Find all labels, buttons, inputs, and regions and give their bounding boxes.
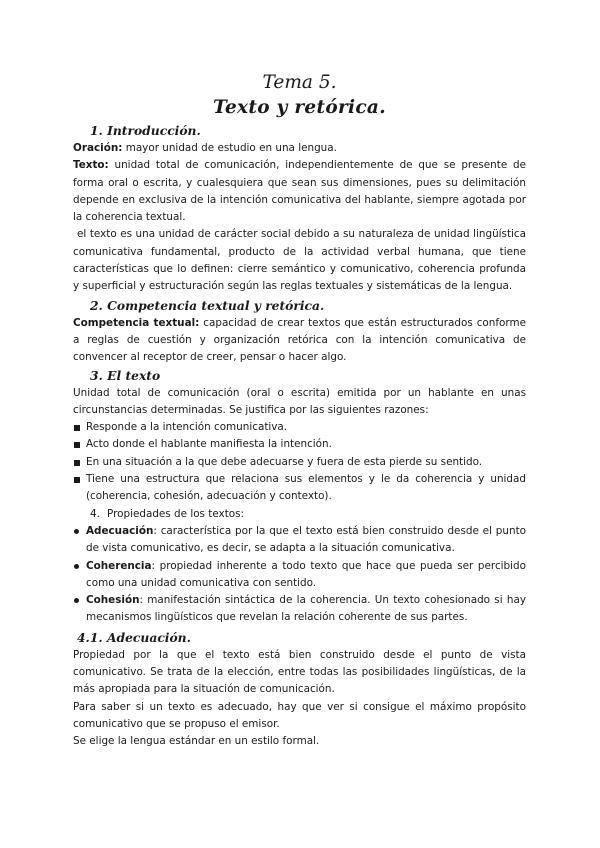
heading-propiedades <box>73 506 526 523</box>
document-title <box>73 70 526 120</box>
term-cohesion: Cohesión <box>86 594 140 607</box>
paragraph-adecuacion-1: Propiedad por la que el texto está bien construido desde el punto de vista comunicativo. Se trata de la elección, entre todas las posibilidades lingüísticas, de la más apropiada para la situación de comunicación. <box>73 648 526 696</box>
list-item: Responde a la intención comunicativa. <box>73 419 526 436</box>
def-competencia: capacidad de crear textos que están estructurados conforme a reglas de cuestión y organización retórica con la intención comunicativa de convencer al receptor de creer, pensar o hacer algo. <box>73 316 526 364</box>
heading-competencia: 2. Competencia textual y retórica. <box>90 297 325 313</box>
list-item: Tiene una estructura que relaciona sus elementos y le da coherencia y unidad (coherencia, cohesión, adecuación y contexto). <box>73 471 526 506</box>
list-item: En una situación a la que debe adecuarse y fuera de esta pierde su sentido. <box>73 454 526 471</box>
def-oracion: mayor unidad de estudio en una lengua. <box>122 142 337 154</box>
heading-number: 4. <box>90 507 100 520</box>
list-item-adecuacion <box>73 523 526 558</box>
list-propiedades <box>73 523 526 627</box>
heading-adecuacion: 4.1. Adecuación. <box>77 629 191 645</box>
list-item: Acto donde el hablante manifiesta la intención. <box>73 436 526 453</box>
heading-introduccion: 1. Introducción. <box>90 123 201 138</box>
definition-oracion <box>73 140 526 157</box>
paragraph-el-texto: Unidad total de comunicación (oral o escrita) emitida por un hablante en unas circunstancias determinadas. Se justifica por las siguientes razones: <box>73 386 526 416</box>
paragraph-texto-social: el texto es una unidad de carácter social debido a su naturaleza de unidad lingüística comunicativa fundamental, producto de la actividad verbal humana, que tiene características que lo definen: cierre semántico y comunicativo, coherencia profunda y superficial y estructuración según las reglas textuales y sistemáticas de la lengua. <box>73 228 526 293</box>
term-oracion: Oración: <box>73 142 123 154</box>
definition-texto <box>73 157 526 226</box>
definition-competencia <box>73 315 526 367</box>
heading-el-texto: 3. El texto <box>90 367 161 383</box>
term-coherencia: Coherencia <box>86 559 152 572</box>
term-adecuacion: Adecuación <box>86 524 154 537</box>
list-item-cohesion <box>73 592 526 627</box>
def-texto: unidad total de comunicación, independientemente de que se presente de forma oral o escrita, y cualesquiera que sean sus dimensiones, pues su delimitación depende en exclusiva de la intención comunicativa del hablante, siempre agotada por la coherencia textual. <box>73 159 526 224</box>
def-cohesion: : manifestación sintáctica de la coherencia. Un texto cohesionado si hay mecanismos lingüísticos que revelan la relación coherente de sus partes. <box>86 594 526 624</box>
title-line-2: Texto y retórica. <box>213 97 386 118</box>
term-competencia: Competencia textual: <box>73 316 200 329</box>
paragraph-adecuacion-2: Para saber si un texto es adecuado, hay que ver si consigue el máximo propósito comunicativo que se propuso el emisor. <box>73 700 526 730</box>
list-item-coherencia <box>73 558 526 593</box>
term-texto: Texto: <box>73 159 109 172</box>
paragraph-adecuacion-3: Se elige la lengua estándar en un estilo formal. <box>73 735 320 748</box>
def-adecuacion: : característica por la que el texto está bien construido desde el punto de vista comunicativo, es decir, se adapta a la situación comunicativa. <box>86 524 526 555</box>
heading-text: Propiedades de los textos: <box>107 507 245 520</box>
title-line-1: Tema 5. <box>262 72 337 93</box>
list-razones <box>73 419 526 505</box>
def-coherencia: : propiedad inherente a todo texto que hace que pueda ser percibido como una unidad comunicativa con sentido. <box>86 559 526 589</box>
